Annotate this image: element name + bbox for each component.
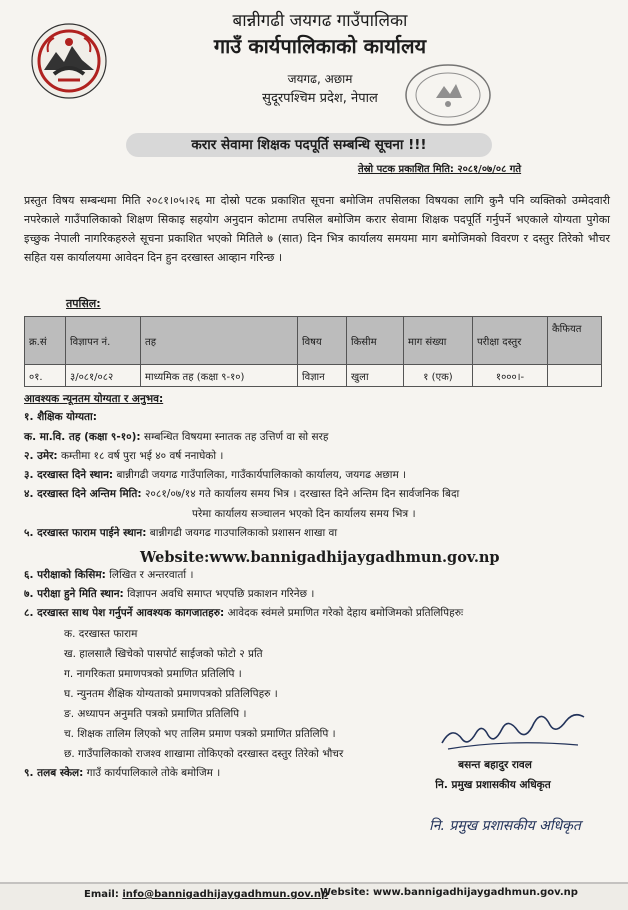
table-cell: विज्ञान (298, 365, 347, 387)
salary-value: गाउँ कार्यपालिकाले तोके बमोजिम । (86, 767, 221, 779)
documents-value: आवेदक स्वंमले प्रमाणित गरेको देहाय बमोजिमको प्रतिलिपिहरुः (227, 607, 464, 619)
education-label: १. शैक्षिक योग्यता: (24, 411, 97, 423)
exam-type-value: लिखित र अन्तरवार्ता । (109, 569, 194, 581)
table-cell: माध्यमिक तह (कक्षा ९-१०) (141, 365, 298, 387)
vacancy-table (24, 316, 602, 387)
exam-date-line (24, 586, 614, 602)
footer-email-label: Email: (84, 889, 119, 900)
office-name: गाउँ कार्यपालिकाको कार्यालय (213, 34, 427, 58)
deadline-continued: परेमा कार्यालय सञ्चालन भएको दिन कार्यालय समय भित्र । (192, 508, 416, 520)
exam-type-label: ६. परीक्षाको किसिम: (24, 569, 106, 581)
table-row (25, 365, 602, 387)
nepal-emblem-icon (30, 22, 108, 100)
office-province: सुदूरपश्चिम प्रदेश, नेपाल (262, 91, 378, 106)
requirements-heading: आवश्यक न्यूनतम योग्यता र अनुभव: (24, 393, 164, 405)
documents-label: ८. दरखास्त साथ पेश गर्नुपर्ने आवश्यक कागजातहरु: (24, 607, 225, 619)
handwritten-designation: नि. प्रमुख प्रशासकीय अधिकृत (429, 818, 581, 834)
documents-line (24, 605, 614, 621)
footer-website[interactable]: Website: www.bannigadhijaygadhmun.gov.np (320, 887, 578, 898)
footer-email-link[interactable]: info@bannigadhijaygadhmun.gov.np (122, 889, 329, 900)
education-line (24, 429, 614, 445)
document-item: क. दरखास्त फाराम (64, 628, 138, 640)
publish-date: तेस्रो पटक प्रकाशित मिति: २०८१/०७/०८ गते (358, 164, 522, 175)
apply-place-label: ३. दरखास्त दिने स्थान: (24, 469, 114, 481)
header-cell: क्र.सं (25, 317, 66, 365)
header-cell: कैफियत (548, 317, 602, 365)
footer-email (84, 889, 328, 900)
age-value: कम्तीमा १८ वर्ष पुरा भई ४० वर्ष ननाघेको । (60, 450, 224, 462)
age-line (24, 448, 614, 464)
header-cell: किसीम (347, 317, 404, 365)
apply-place-line (24, 467, 614, 483)
document-item: छ. गाउँपालिकाको राजश्व शाखामा तोकिएको दरखास्त दस्तुर तिरेको भौचर (64, 748, 344, 760)
document-item: ग. नागरिकता प्रमाणपत्रको प्रमाणित प्रतिलिपि । (64, 668, 242, 680)
education-level-label: क. मा.वि. तह (कक्षा ९-१०): (24, 431, 141, 443)
form-place-line (24, 525, 614, 541)
header-cell: माग संख्या (404, 317, 473, 365)
table-cell (548, 365, 602, 387)
header-cell: विषय (298, 317, 347, 365)
table-title: तपसिल: (66, 297, 101, 310)
deadline-line (24, 486, 614, 502)
header-cell: विज्ञापन नं. (66, 317, 141, 365)
exam-type-line (24, 567, 614, 583)
table-cell: खुला (347, 365, 404, 387)
table-cell: १०००।- (473, 365, 548, 387)
header-cell: तह (141, 317, 298, 365)
table-cell: १ (एक) (404, 365, 473, 387)
signatory-designation: नि. प्रमुख प्रशासकीय अधिकृत (435, 779, 551, 791)
notice-title: करार सेवामा शिक्षक पदपूर्ति सम्बन्धि सूचना !!! (126, 133, 492, 157)
document-item: घ. न्युनतम शैक्षिक योग्यताको प्रमाणपत्रको प्रतिलिपिहरु । (64, 688, 278, 700)
signature-icon (438, 695, 588, 755)
table-cell: ३/०८१/०८२ (66, 365, 141, 387)
education-level-value: सम्बन्धित विषयमा स्नातक तह उत्तिर्ण वा सो सरह (143, 431, 329, 443)
signatory-name: बसन्त बहादुर रावल (458, 759, 532, 771)
document-item: च. शिक्षक तालिम लिएको भए तालिम प्रमाण पत्रको प्रमाणित प्रतिलिपि । (64, 728, 336, 740)
document-item: ख. हालसालै खिचेको पासपोर्ट साईजको फोटो २ प्रति (64, 648, 263, 660)
exam-date-value: विज्ञापन अवधि समाप्त भएपछि प्रकाशन गरिनेछ । (127, 588, 315, 600)
office-address: जयगढ, अछाम (287, 72, 353, 86)
header-cell: परीक्षा दस्तुर (473, 317, 548, 365)
form-place-label: ५. दरखास्त फाराम पाईने स्थान: (24, 527, 147, 539)
age-label: २. उमेर: (24, 450, 58, 462)
table-cell: ०१. (25, 365, 66, 387)
table-header-row (25, 317, 602, 365)
apply-place-value: बान्नीगढी जयगढ गाउँपालिका, गाउँकार्यपालिकाको कार्यालय, जयगढ अछाम । (116, 469, 407, 481)
deadline-label: ४. दरखास्त दिने अन्तिम मिति: (24, 488, 142, 500)
document-item: ङ. अध्यापन अनुमति पत्रको प्रमाणित प्रतिलिपि । (64, 708, 247, 720)
form-place-value: बान्नीगढी जयगढ गाउपालिकाको प्रशासन शाखा वा (149, 527, 338, 539)
intro-paragraph: प्रस्तुत विषय सम्बन्धमा मिति २०८१।०५।२६ मा दोस्रो पटक प्रकाशित सूचना बमोजिम तपसिलका विषयका लागि कुनै पनि व्यक्तिको उम्मेदवारी नपरेकाले गाउँपालिकाको शिक्षण सिकाइ सहयोग अनुदान कोटामा तपसिल बमोजिम करार सेवामा शिक्षक पदपूर्ति गर्नुपर्ने भएकाले योग्यता पुगेका इच्छुक नेपाली नागरिकहरुले सूचना प्रकाशित भएको मितिले ७ (सात) दिन भित्र कार्यालय समयमा माग बमोजिमको विवरण र दस्तुर तिरेको भौचर सहित यस कार्यालयमा आवेदन दिन हुन दरखास्त आव्हान गरिन्छ । (24, 194, 610, 264)
exam-date-label: ७. परीक्षा हुने मिति स्थान: (24, 588, 124, 600)
deadline-value: २०८१/०७/१४ गते कार्यालय समय भित्र । दरखास्त दिने अन्तिम दिन सार्वजनिक बिदा (144, 488, 460, 500)
salary-label: ९. तलब स्केल: (24, 767, 84, 779)
municipality-name: बान्नीगढी जयगढ गाउँपालिका (232, 11, 408, 31)
website-link[interactable]: Website:www.bannigadhijaygadhmun.gov.np (140, 549, 500, 566)
